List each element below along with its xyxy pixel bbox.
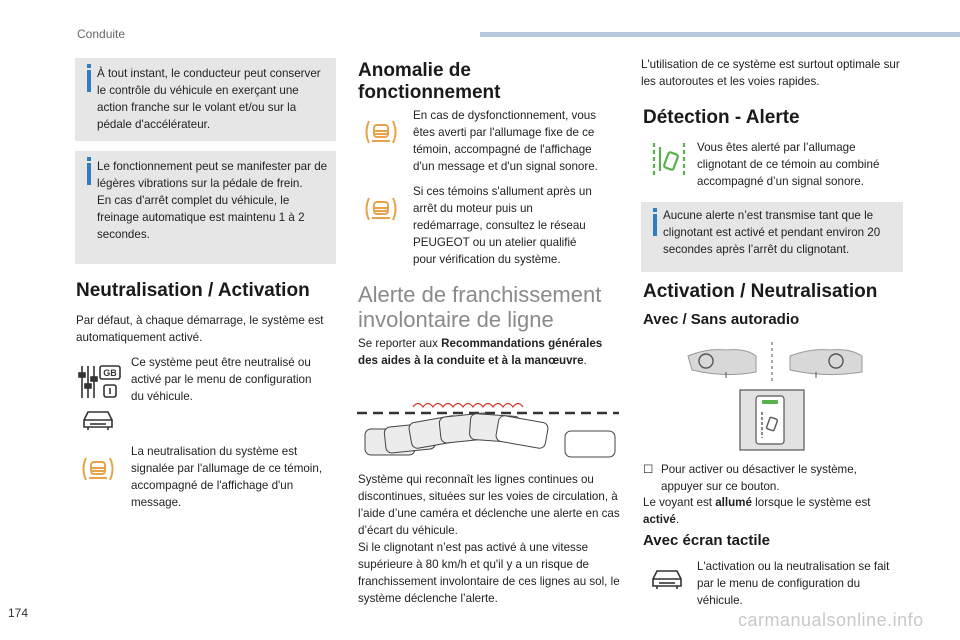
heading-activation: Activation / Neutralisation — [643, 281, 878, 302]
info-text: Le fonctionnement peut se manifester par de légères vibrations sur la pédale de frein. — [97, 160, 328, 190]
info-text: À tout instant, le conducteur peut conserver le contrôle du véhicule en exerçant une action franche sur le volant et/ou sur la pédale d'accélérateur. — [97, 67, 321, 131]
info-icon — [87, 70, 91, 92]
aeb-warning-icon — [363, 194, 399, 224]
gb-label: GB — [103, 368, 117, 378]
paragraph: Si le clignotant n’est pas activé à une vitesse supérieure à 80 km/h et qu'il y a un risque de franchissement involontaire de ces lignes au sol, le système déclenche l’alerte. — [358, 541, 620, 605]
info-box — [75, 58, 336, 141]
paragraph: Ce système peut être neutralisé ou activé par le menu de configuration du véhicule. — [131, 356, 312, 403]
heading-neutralisation: Neutralisation / Activation — [76, 280, 310, 301]
paragraph: L'utilisation de ce système est surtout optimale sur les autoroutes et les voies rapides. — [641, 58, 900, 88]
state-prefix: Le voyant est — [643, 496, 716, 509]
info-text: En cas d'arrêt complet du véhicule, le freinage automatique est maintenu 1 à 2 secondes. — [97, 194, 305, 241]
state-mid: lorsque le système est — [751, 496, 871, 509]
car-icon — [649, 567, 685, 589]
header-accent-bar — [480, 32, 960, 37]
aeb-warning-icon — [80, 454, 116, 484]
settings-sliders-icon — [78, 364, 122, 400]
reference-suffix: . — [583, 354, 587, 367]
heading-detection: Détection - Alerte — [643, 107, 800, 128]
lane-departure-illustration — [355, 395, 621, 467]
info-text: Aucune alerte n’est transmise tant que le clignotant est activé et pendant environ 20 secondes après l’arrêt du clignotant. — [663, 209, 881, 256]
aeb-warning-icon — [363, 117, 399, 147]
state-suffix: . — [675, 513, 680, 526]
info-box — [75, 151, 336, 264]
heading-anomalie: Anomalie de fonctionnement — [358, 60, 501, 103]
info-icon — [87, 163, 91, 185]
paragraph: En cas de dysfonctionnement, vous êtes averti par l'allumage fixe de ce témoin, accompagné de l'affichage d'un message et d'un signal sonore. — [413, 109, 598, 173]
subheading-ecran-tactile: Avec écran tactile — [643, 532, 771, 549]
reference-link: Recommandations générales des aides à la conduite et à la manœuvre — [358, 337, 603, 367]
paragraph: La neutralisation du système est signalée par l'allumage de ce témoin, accompagné de l'affichage d'un message. — [131, 445, 323, 509]
paragraph: Pour activer ou désactiver le système, appuyer sur ce bouton. — [661, 463, 857, 493]
car-icon — [80, 408, 116, 430]
info-icon — [653, 214, 657, 236]
heading-alerte-franchissement: Alerte de franchissement involontaire de ligne — [358, 282, 602, 332]
info-box — [641, 202, 903, 272]
paragraph: Système qui reconnaît les lignes continues ou discontinues, situées sur les voies de circulation, à l’aide d’une caméra et déclenche une alerte en cas d’écart du véhicule. — [358, 473, 620, 537]
bullet-arrow-icon: ☐ — [643, 463, 654, 476]
state-on: allumé — [715, 496, 752, 509]
paragraph: Si ces témoins s'allument après un arrêt du moteur puis un redémarrage, consultez le réseau PEUGEOT ou un atelier qualifié pour vérification du système. — [413, 185, 592, 266]
paragraph: L'activation ou la neutralisation se fait par le menu de configuration du véhicule. — [697, 560, 890, 607]
state-active: activé — [643, 513, 676, 526]
reference-prefix: Se reporter aux — [358, 337, 442, 350]
watermark: carmanualsonline.info — [738, 610, 924, 630]
page-number: 174 — [8, 606, 29, 620]
dashboard-button-illustration — [686, 342, 866, 452]
section-title: Conduite — [77, 27, 126, 41]
subheading-autoradio: Avec / Sans autoradio — [643, 311, 800, 328]
reference-paragraph — [358, 335, 620, 369]
state-paragraph — [643, 494, 901, 528]
bullet-item — [643, 461, 901, 495]
lane-departure-icon — [652, 141, 686, 177]
paragraph: Par défaut, à chaque démarrage, le système est automatiquement activé. — [76, 314, 324, 344]
paragraph: Vous êtes alerté par l’allumage clignotant de ce témoin au combiné accompagné d’un signal sonore. — [697, 141, 880, 188]
